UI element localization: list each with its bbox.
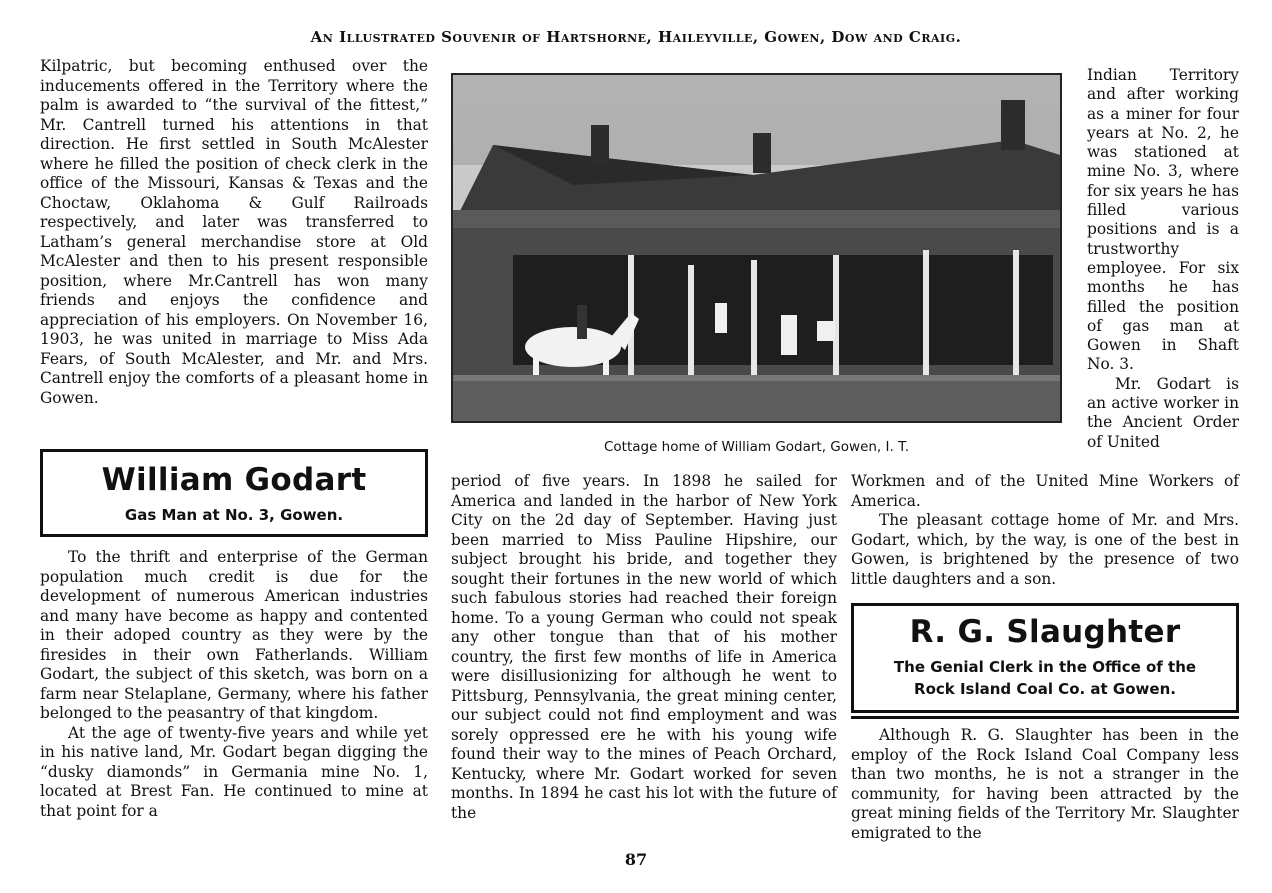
photo-caption: Cottage home of William Godart, Gowen, I. T. bbox=[603, 439, 910, 455]
godart-subtitle: Gas Man at No. 3, Gowen. bbox=[124, 506, 344, 524]
cottage-photo-illustration bbox=[453, 75, 1060, 421]
slaughter-heading-box bbox=[851, 603, 1239, 713]
godart-text-column-3-narrow bbox=[1087, 66, 1239, 452]
paragraph: Indian Territory and after working as a miner for four years at No. 2, he was stationed at mine No. 3, where for six years he has filled various positions and is a trustworthy employee. For six months he has filled the position of gas man at Gowen in Shaft No. 3. bbox=[1087, 66, 1239, 374]
slaughter-subtitle bbox=[854, 656, 1236, 700]
godart-text-column-2 bbox=[451, 472, 837, 823]
cantrell-text-column bbox=[40, 57, 428, 408]
running-header: An Illustrated Souvenir of Hartshorne, Haileyville, Gowen, Dow and Craig. bbox=[310, 28, 962, 46]
page-number: 87 bbox=[624, 850, 648, 869]
slaughter-text-column bbox=[851, 726, 1239, 843]
paragraph: period of five years. In 1898 he sailed for America and landed in the harbor of New York City on the 2d day of September. Having just been married to Miss Pauline Hipshire, our subject brought his bride, and together they sought their fortunes in the new world of which such fabulous stories had reached their foreign home. To a young German who could not speak any other tongue than that of his mother country, the first few months of life in America were disillusionizing for although he went to Pittsburg, Pennsylvania, the great mining center, our subject could not find employment and was sorely oppressed ere he with his young wife found their way to the mines of Peach Orchard, Kentucky, where Mr. Godart worked for seven months. In 1894 he cast his lot with the future of the bbox=[451, 472, 837, 822]
paragraph: The pleasant cottage home of Mr. and Mrs. Godart, which, by the way, is one of the best in Gowen, is brightened by the presence of two little daughters and a son. bbox=[851, 511, 1239, 588]
godart-heading-box bbox=[40, 449, 428, 537]
slaughter-subtitle-line-1: The Genial Clerk in the Office of the bbox=[893, 658, 1197, 676]
cottage-photo bbox=[451, 73, 1062, 423]
godart-text-column-1 bbox=[40, 548, 428, 821]
paragraph: To the thrift and enterprise of the German population much credit is due for the development of numerous American industries and many have become as happy and contented in their adoped country as they were by the firesides in their own Fatherlands. William Godart, the subject of this sketch, was born on a farm near Stelaplane, Germany, where his father belonged to the peasantry of that kingdom. bbox=[40, 548, 428, 722]
paragraph: Workmen and of the United Mine Workers of America. bbox=[851, 472, 1239, 510]
slaughter-name: R. G. Slaughter bbox=[909, 614, 1181, 650]
paragraph: At the age of twenty-five years and while yet in his native land, Mr. Godart began digging the “dusky diamonds” in Germania mine No. 1, located at Brest Fan. He continued to mine at that point for a bbox=[40, 723, 428, 820]
godart-text-column-3-wide bbox=[851, 472, 1239, 589]
paragraph: Mr. Godart is an active worker in the Ancient Order of United bbox=[1087, 374, 1239, 451]
divider-rule bbox=[851, 716, 1239, 719]
paragraph: Kilpatric, but becoming enthused over the inducements offered in the Territory where the palm is awarded to “the survival of the fittest,” Mr. Cantrell turned his attentions in that direction. He first settled in South McAlester where he filled the position of check clerk in the office of the Missouri, Kansas & Texas and the Choctaw, Oklahoma & Gulf Railroads respectively, and later was transferred to Latham’s general merchandise store at Old McAlester and then to his present responsible position, where Mr.Cantrell has won many friends and enjoys the confidence and appreciation of his employers. On November 16, 1903, he was united in marriage to Miss Ada Fears, of South McAlester, and Mr. and Mrs. Cantrell enjoy the comforts of a pleasant home in Gowen. bbox=[40, 57, 428, 407]
paragraph: Although R. G. Slaughter has been in the employ of the Rock Island Coal Company less than two months, he is not a stranger in the community, for having been attracted by the great mining fields of the Territory Mr. Slaughter emigrated to the bbox=[851, 726, 1239, 842]
slaughter-subtitle-line-2: Rock Island Coal Co. at Gowen. bbox=[914, 680, 1176, 698]
godart-name: William Godart bbox=[101, 462, 367, 498]
